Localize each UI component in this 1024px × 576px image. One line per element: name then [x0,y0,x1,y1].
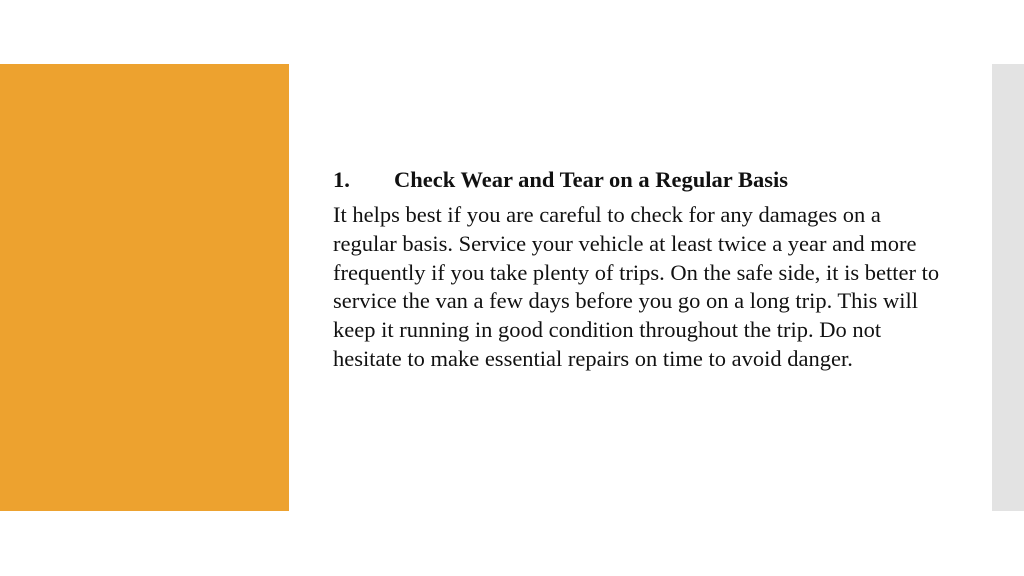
side-strip [992,64,1024,511]
accent-panel [0,64,289,511]
section-number: 1. [333,167,350,192]
section-heading [333,163,943,197]
section-title: Check Wear and Tear on a Regular Basis [394,167,789,192]
slide-content [333,163,943,374]
section-body: It helps best if you are careful to check for any damages on a regular basis. Service your vehicle at least twice a year and more frequently if you take plenty of trips. On the safe side, it is better to service the van a few days before you go on a long trip. This will keep it running in good condition throughout the trip. Do not hesitate to make essential repairs on time to avoid danger. [333,202,940,371]
